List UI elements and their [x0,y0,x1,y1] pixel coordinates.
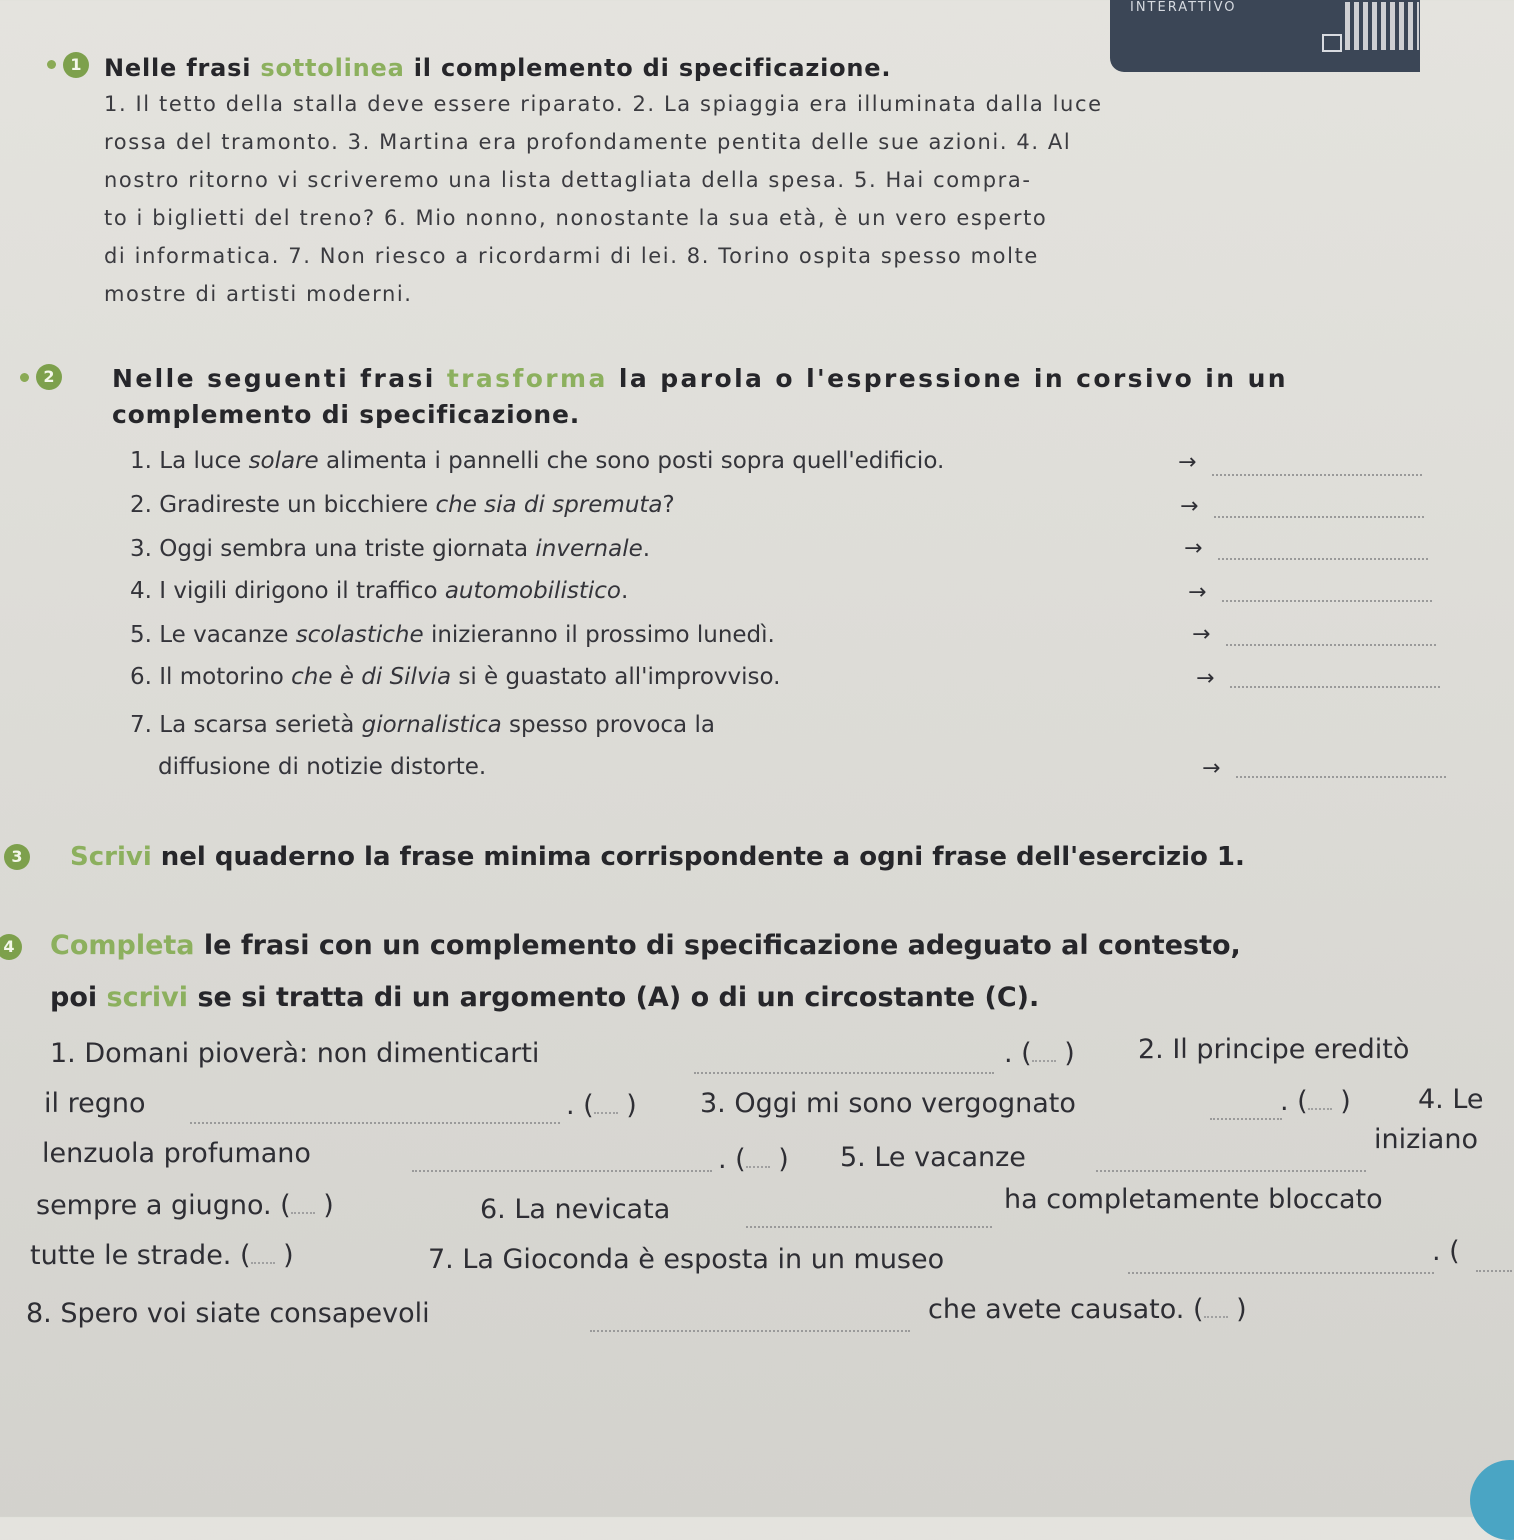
exercise-2-verb: trasforma [446,364,608,393]
exercise-1-verb: sottolinea [260,54,405,82]
exercise-2-instruction: Nelle seguenti frasi trasforma la parola o l'espressione in corsivo in un [112,364,1288,393]
exercise-4-sentence: sempre a giugno. ( ) [36,1190,334,1221]
answer-blank[interactable] [1230,686,1440,688]
type-blank[interactable] [594,1112,618,1114]
answer-blank[interactable] [746,1226,992,1228]
exercise-4-sentence: il regno [44,1088,146,1119]
answer-blank[interactable] [694,1072,994,1074]
type-blank[interactable] [1308,1108,1332,1110]
exercise-1-line: rossa del tramonto. 3. Martina era profondamente pentita delle sue azioni. 4. Al [104,130,1072,154]
exercise-4-paren: . ( ) [1280,1086,1351,1117]
difficulty-dot [47,60,56,69]
answer-blank[interactable] [1214,516,1424,518]
type-blank[interactable] [291,1212,315,1214]
type-blank[interactable] [1032,1060,1056,1062]
exercise-4-sentence: tutte le strade. ( ) [30,1240,294,1271]
type-blank[interactable] [1476,1270,1512,1272]
answer-blank[interactable] [1226,644,1436,646]
answer-blank[interactable] [1222,600,1432,602]
exercise-4-verb: Completa [50,930,195,961]
exercise-4-sentence: 8. Spero voi siate consapevoli [26,1298,430,1329]
answer-blank[interactable] [190,1122,560,1124]
exercise-2-item: 6. Il motorino che è di Silvia si è guastato all'improvviso. [130,664,781,690]
exercise-4-number: 4 [0,934,22,960]
exercise-4-sentence: 6. La nevicata [480,1194,671,1225]
exercise-4-instruction: Completa le frasi con un complemento di specificazione adeguato al contesto, [50,930,1241,961]
exercise-2-item-continuation: diffusione di notizie distorte. [158,754,487,780]
exercise-4-paren: . ( ) [718,1144,789,1175]
exercise-4-sentence: 3. Oggi mi sono vergognato [700,1088,1076,1119]
exercise-1-line: di informatica. 7. Non riesco a ricordarmi di lei. 8. Torino ospita spesso molte [104,244,1039,268]
arrow-icon: → [1188,580,1207,605]
arrow-icon: → [1178,450,1197,475]
exercise-4-sentence: 1. Domani pioverà: non dimenticarti [50,1038,540,1069]
answer-blank[interactable] [412,1170,712,1172]
arrow-icon: → [1196,666,1215,691]
answer-blank[interactable] [1210,1118,1282,1120]
answer-blank[interactable] [1212,474,1422,476]
exercise-2-item: 1. La luce solare alimenta i pannelli che sono posti sopra quell'edificio. [130,448,945,474]
answer-blank[interactable] [1128,1272,1434,1274]
exercise-4-sentence: 7. La Gioconda è esposta in un museo [428,1244,945,1275]
exercise-4-sentence: che avete causato. ( ) [928,1294,1247,1325]
exercise-4-instruction-line2: poi scrivi se si tratta di un argomento (A) o di un circostante (C). [50,982,1040,1013]
exercise-3-instruction: Scrivi nel quaderno la frase minima corrispondente a ogni frase dell'esercizio 1. [70,842,1245,872]
difficulty-dot [20,373,29,382]
exercise-4-paren: . ( ) [1004,1038,1075,1069]
banner-label: INTERATTIVO [1130,0,1237,15]
exercise-1-number: 1 [63,52,89,78]
exercise-2-item: 3. Oggi sembra una triste giornata invernale. [130,536,651,562]
exercise-4-sentence: 5. Le vacanze [840,1142,1026,1173]
qr-code-icon [1345,2,1419,50]
exercise-4-paren: . ( [1432,1236,1460,1267]
arrow-icon: → [1184,536,1203,561]
exercise-4-sentence: ha completamente bloccato [1004,1184,1383,1215]
arrow-icon: → [1202,756,1221,781]
type-blank[interactable] [1204,1316,1228,1318]
exercise-4-verb-2: scrivi [106,982,189,1013]
exercise-4-paren: . ( ) [566,1090,637,1121]
exercise-1-line: to i biglietti del treno? 6. Mio nonno, nonostante la sua età, è un vero esperto [104,206,1048,230]
type-blank[interactable] [251,1262,275,1264]
exercise-1-line: nostro ritorno vi scriveremo una lista dettagliata della spesa. 5. Hai compra- [104,168,1032,192]
exercise-3-number: 3 [4,844,30,870]
exercise-2-instruction-line2: complemento di specificazione. [112,400,581,429]
page-corner-decoration [1470,1460,1514,1540]
answer-blank[interactable] [1096,1170,1366,1172]
exercise-2-number: 2 [36,364,62,390]
exercise-2-item: 5. Le vacanze scolastiche inizieranno il prossimo lunedì. [130,622,775,648]
exercise-1-line: mostre di artisti moderni. [104,282,413,306]
answer-blank[interactable] [1218,558,1428,560]
exercise-4-sentence: lenzuola profumano [42,1138,311,1169]
screen-icon [1322,34,1342,52]
type-blank[interactable] [746,1166,770,1168]
exercise-1-instruction: Nelle frasi sottolinea il complemento di specificazione. [104,54,892,82]
arrow-icon: → [1192,622,1211,647]
exercise-2-item: 7. La scarsa serietà giornalistica spesso provoca la [130,712,715,738]
exercise-2-item: 4. I vigili dirigono il traffico automobilistico. [130,578,629,604]
answer-blank[interactable] [590,1330,910,1332]
exercise-1-line: 1. Il tetto della stalla deve essere riparato. 2. La spiaggia era illuminata dalla luce [104,92,1103,116]
exercise-4-sentence: iniziano [1374,1124,1478,1155]
exercise-4-sentence: 2. Il principe ereditò [1138,1034,1410,1065]
arrow-icon: → [1180,494,1199,519]
answer-blank[interactable] [1236,776,1446,778]
exercise-4-sentence: 4. Le [1418,1084,1484,1115]
exercise-2-item: 2. Gradireste un bicchiere che sia di spremuta? [130,492,675,518]
exercise-3-verb: Scrivi [70,842,152,872]
